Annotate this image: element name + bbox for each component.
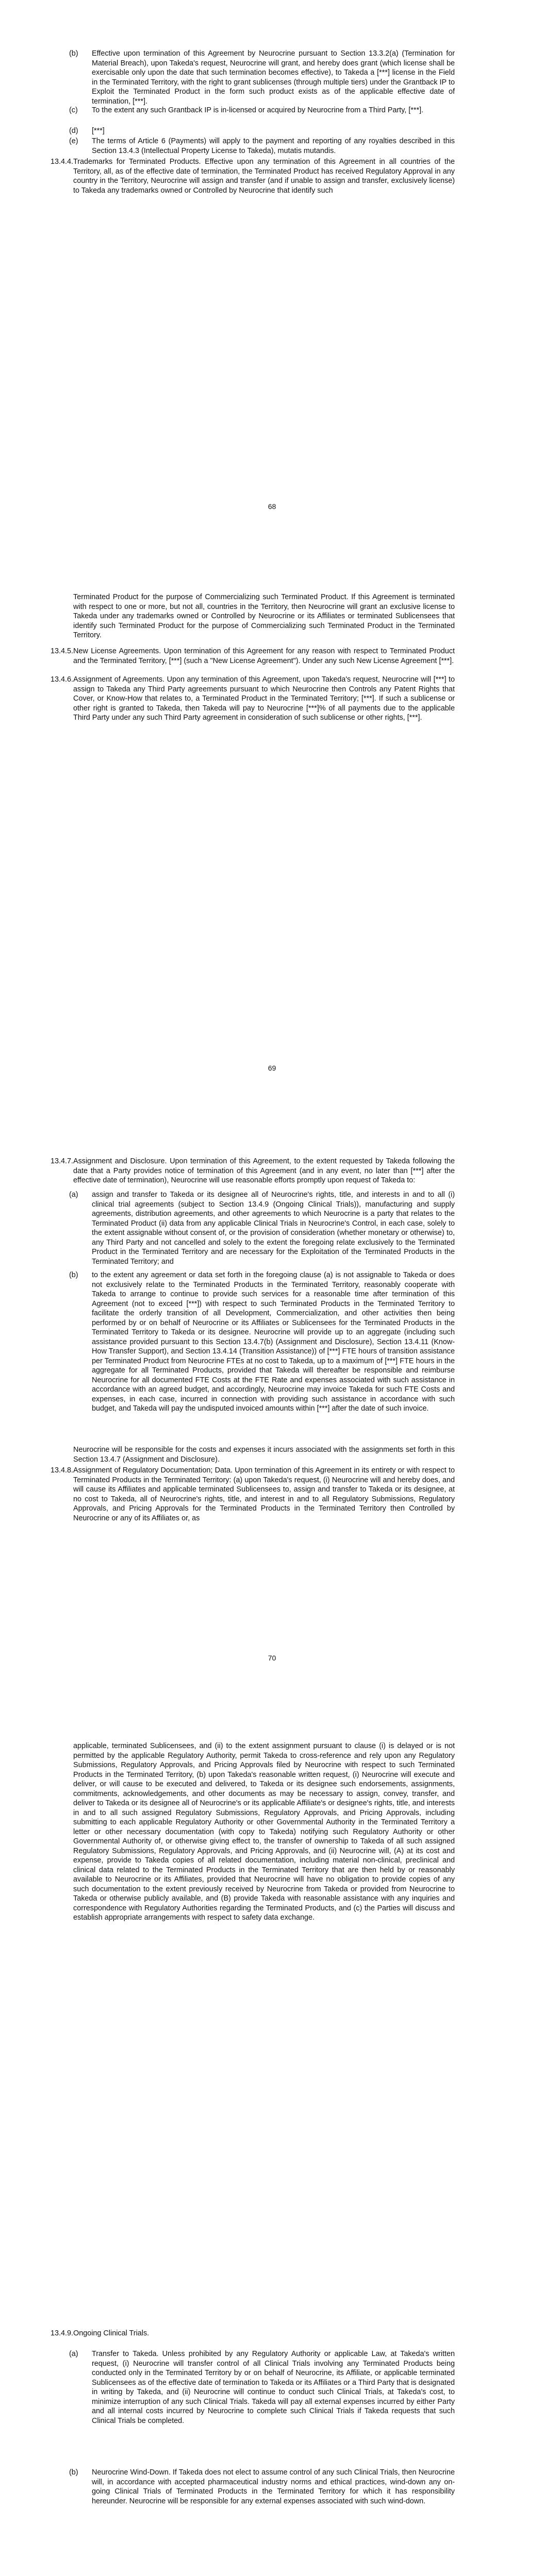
clause-e-text: The terms of Article 6 (Payments) will apply to the payment and reporting of any royalties described in this Section 13.4.3 (Intellectual Property License to Takeda), mutatis mutandis.	[92, 137, 455, 155]
clause-d-text: [***]	[92, 127, 105, 135]
section-13-4-7-text: Assignment and Disclosure. Upon termination of this Agreement, to the extent requested by Takeda following the date that a Party provides notice of termination of this Agreement (and in any event, no later than [***] after the effective date of termination), Neurocrine will use reasonable efforts promptly upon request of Takeda to:	[73, 1157, 455, 1184]
clause-a-text: assign and transfer to Takeda or its designee all of Neurocrine's rights, title, and interests in and to all (i) clinical trial agreements (subject to Section 13.4.9 (Ongoing Clinical Trials)), manufacturing and supply agreements, distribution agreements, and other agreements to which Neurocrine is a party that relates to the Terminated Product (ii) data from any applicable Clinical Trials in Neurocrine's Control, in each case, solely to the extent assignable without consent of, or the provision of consideration (whether monetary or otherwise) to, any Third Party and not cancelled and solely to the extent the foregoing relate exclusively to the Terminated Product in the Terminated Territory and are necessary for the Exploitation of the Terminated Products in the Terminated Territory; and	[92, 1191, 455, 1266]
section-number-13-4-7: 13.4.7.	[51, 1157, 74, 1165]
section-number-13-4-4: 13.4.4.	[51, 158, 74, 166]
section-number-13-4-8: 13.4.8.	[51, 1466, 74, 1475]
page-number: 70	[268, 1654, 276, 1662]
section-13-4-4-text: Trademarks for Terminated Products. Effective upon any termination of this Agreement in all countries of the Territory, all, as of the effective date of termination, the Terminated Product has received Regulatory Approval in any country in the Territory, Neurocrine will assign and transfer (and if unable to assign and transfer, exclusively license) to Takeda any trademarks owned or Controlled by Neurocrine that identify such	[73, 158, 455, 195]
responsibility-text: Neurocrine will be responsible for the costs and expenses it incurs associated with the assignments set forth in this Section 13.4.7 (Assignment and Disclosure).	[73, 1446, 455, 1464]
section-number-13-4-9: 13.4.9.	[51, 2329, 74, 2337]
section-13-4-5-text: New License Agreements. Upon termination of this Agreement for any reason with respect to Terminated Product and the Terminated Territory, [***] (such a "New License Agreement"). Under any such New License Agreement [***].	[73, 647, 455, 665]
clause-label-c: (c)	[69, 106, 78, 114]
clause-label-d: (d)	[69, 127, 78, 135]
clause-label-b: (b)	[69, 1271, 78, 1279]
section-13-4-8-text: Assignment of Regulatory Documentation; Data. Upon termination of this Agreement in its entirety or with respect to Terminated Products in the Terminated Territory: (a) upon Takeda's request, (i) Neurocrine will and hereby does, and will cause its Affiliates and applicable terminated Sublicensees to, assign and transfer to Takeda or its designee, at no cost to Takeda, all of Neurocrine's rights, title, and interest in and to all Regulatory Submissions, Regulatory Approvals, and Pricing Approvals for the Terminated Products in the Terminated Territory then Controlled by Neurocrine or any of its Affiliates or, as	[73, 1466, 455, 1522]
clause-label-a: (a)	[69, 1191, 78, 1199]
clause-label-e: (e)	[69, 137, 78, 145]
clause-b-text: Effective upon termination of this Agreement by Neurocrine pursuant to Section 13.3.2(a) (Termination for Material Breach), upon Takeda's request, Neurocrine will grant, and hereby does grant (which license shall be exercisable only upon the date that such termination becomes effective), to Takeda a [***] license in the Field in the Terminated Territory, with the right to grant sublicenses (through multiple tiers) under the Grantback IP to Exploit the Terminated Product in the form such product exists as of the applicable effective date of termination, [***].	[92, 49, 455, 106]
clause-label-a: (a)	[69, 2350, 78, 2358]
page-number: 68	[268, 502, 276, 511]
clause-b-text: to the extent any agreement or data set forth in the foregoing clause (a) is not assignable to Takeda or does not exclusively relate to the Terminated Products in the Terminated Territory, reasonably cooperate with Takeda to arrange to continue to provide such services for a reasonable time after termination of this Agreement (not to exceed [***]) with respect to such Terminated Products in the Terminated Territory to facilitate the orderly transition of all Development, Commercialization, and other activities then being performed by or on behalf of Neurocrine or its Affiliates or Sublicensees for the Terminated Products in the Terminated Territory to Takeda or its designee. Neurocrine will provide up to an aggregate (including such assistance provided pursuant to this Section 13.4.7(b) (Assignment and Disclosure), Section 13.4.11 (Know-How Transfer Support), and Section 13.4.14 (Transition Assistance)) of [***] FTE hours of transition assistance per Terminated Product from Neurocrine FTEs at no cost to Takeda, up to a maximum of [***] FTE hours in the aggregate for all Terminated Products, provided that Takeda will thereafter be responsible and reimburse Neurocrine for all documented FTE Costs at the FTE Rate and expenses associated with such assistance in accordance with an agreed budget, and accordingly, Neurocrine may invoice Takeda for such FTE Costs and expenses, in each case, incurred in connection with providing such assistance in accordance with such budget, and Takeda will pay the undisputed invoiced amounts within [***] after the date of such invoice.	[92, 1271, 455, 1413]
clause-b-text: Neurocrine Wind-Down. If Takeda does not elect to assume control of any such Clinical Trials, then Neurocrine will, in accordance with accepted pharmaceutical industry norms and ethical practices, wind-down any on-going Clinical Trials of Terminated Products in the Terminated Territory for which it has responsibility hereunder. Neurocrine will be responsible for any external expenses associated with such wind-down.	[92, 2468, 455, 2505]
continuation-text: applicable, terminated Sublicensees, and (ii) to the extent assignment pursuant to clause (i) is delayed or is not permitted by the applicable Regulatory Authority, permit Takeda to cross-reference and rely upon any Regulatory Submissions, Regulatory Approvals, and Pricing Approvals filed by Neurocrine with respect to such Terminated Products in the Terminated Territory, (b) upon Takeda's reasonable written request, (i) Neurocrine will execute and deliver, or will cause to be executed and delivered, to Takeda or its designee such endorsements, assignments, commitments, acknowledgements, and other documents as may be necessary to assign, convey, transfer, and deliver to Takeda or its designee all of Neurocrine's or its applicable Affiliate's or designee's rights, title, and interests in and to all such assigned Regulatory Submissions, Regulatory Approvals, and Pricing Approvals, including submitting to each applicable Regulatory Authority or other Governmental Authority in the Terminated Territory a letter or other necessary documentation (with copy to Takeda) notifying such Regulatory Authority or other Governmental Authority of, or otherwise giving effect to, the transfer of ownership to Takeda of all such assigned Regulatory Submissions, Regulatory Approvals, and Pricing Approvals, and (ii) Neurocrine will, (A) at its cost and expense, provide to Takeda copies of all related documentation, including material non-clinical, preclinical and clinical data related to the Terminated Products in the Terminated Territory that are then held by or reasonably available to Neurocrine or its Affiliates, provided that Neurocrine will have no obligation to provide copies of any such documentation to the extent previously received by Neurocrine from Takeda or provided from Neurocrine to Takeda or otherwise publicly available, and (B) provide Takeda with reasonable assistance with any inquiries and correspondence with Regulatory Authorities regarding the Terminated Products, and (c) the Parties will discuss and establish appropriate arrangements with respect to safety data exchange.	[73, 1742, 455, 1922]
clause-a-text: Transfer to Takeda. Unless prohibited by any Regulatory Authority or applicable Law, at Takeda's written request, (i) Neurocrine will transfer control of all Clinical Trials involving any Terminated Products being conducted only in the Terminated Territory by or on behalf of Neurocrine, its Affiliate, or applicable terminated Sublicensees as of the effective date of termination to Takeda or its Affiliates or a Third Party that is designated in writing by Takeda, and (ii) Neurocrine will continue to conduct such Clinical Trials, at Takeda's cost, to minimize interruption of any such Clinical Trials. Takeda will pay all external expenses incurred by either Party and all internal costs incurred by Neurocrine to complete such Clinical Trials if Takeda requests that such Clinical Trials be completed.	[92, 2350, 455, 2425]
section-number-13-4-6: 13.4.6.	[51, 675, 74, 684]
section-13-4-9-heading: Ongoing Clinical Trials.	[73, 2329, 150, 2337]
clause-c-text: To the extent any such Grantback IP is in-licensed or acquired by Neurocrine from a Third Party, [***].	[92, 106, 424, 114]
clause-label-b: (b)	[69, 49, 78, 58]
page-number: 69	[268, 1064, 276, 1072]
clause-label-b: (b)	[69, 2468, 78, 2477]
continuation-text: Terminated Product for the purpose of Commercializing such Terminated Product. If this Agreement is terminated with respect to one or more, but not all, countries in the Territory, then Neurocrine will grant an exclusive license to Takeda under any trademarks owned or Controlled by Neurocrine or its Affiliates or terminated Sublicensees that identify such Terminated Product for the purpose of Commercializing such Terminated Product in the Terminated Territory.	[73, 593, 455, 639]
section-13-4-6-text: Assignment of Agreements. Upon any termination of this Agreement, upon Takeda's request, Neurocrine will [***] to assign to Takeda any Third Party agreements pursuant to which Neurocrine then Controls any Patent Rights that Cover, or Know-How that relates to, a Terminated Product in the Terminated Territory; [***]. If such a sublicense or other right is granted to Takeda, then Takeda will pay to Neurocrine [***]% of all payments due to the applicable Third Party under any such Third Party agreement in consideration of such sublicense or other rights, [***].	[73, 675, 455, 722]
section-number-13-4-5: 13.4.5.	[51, 647, 74, 655]
